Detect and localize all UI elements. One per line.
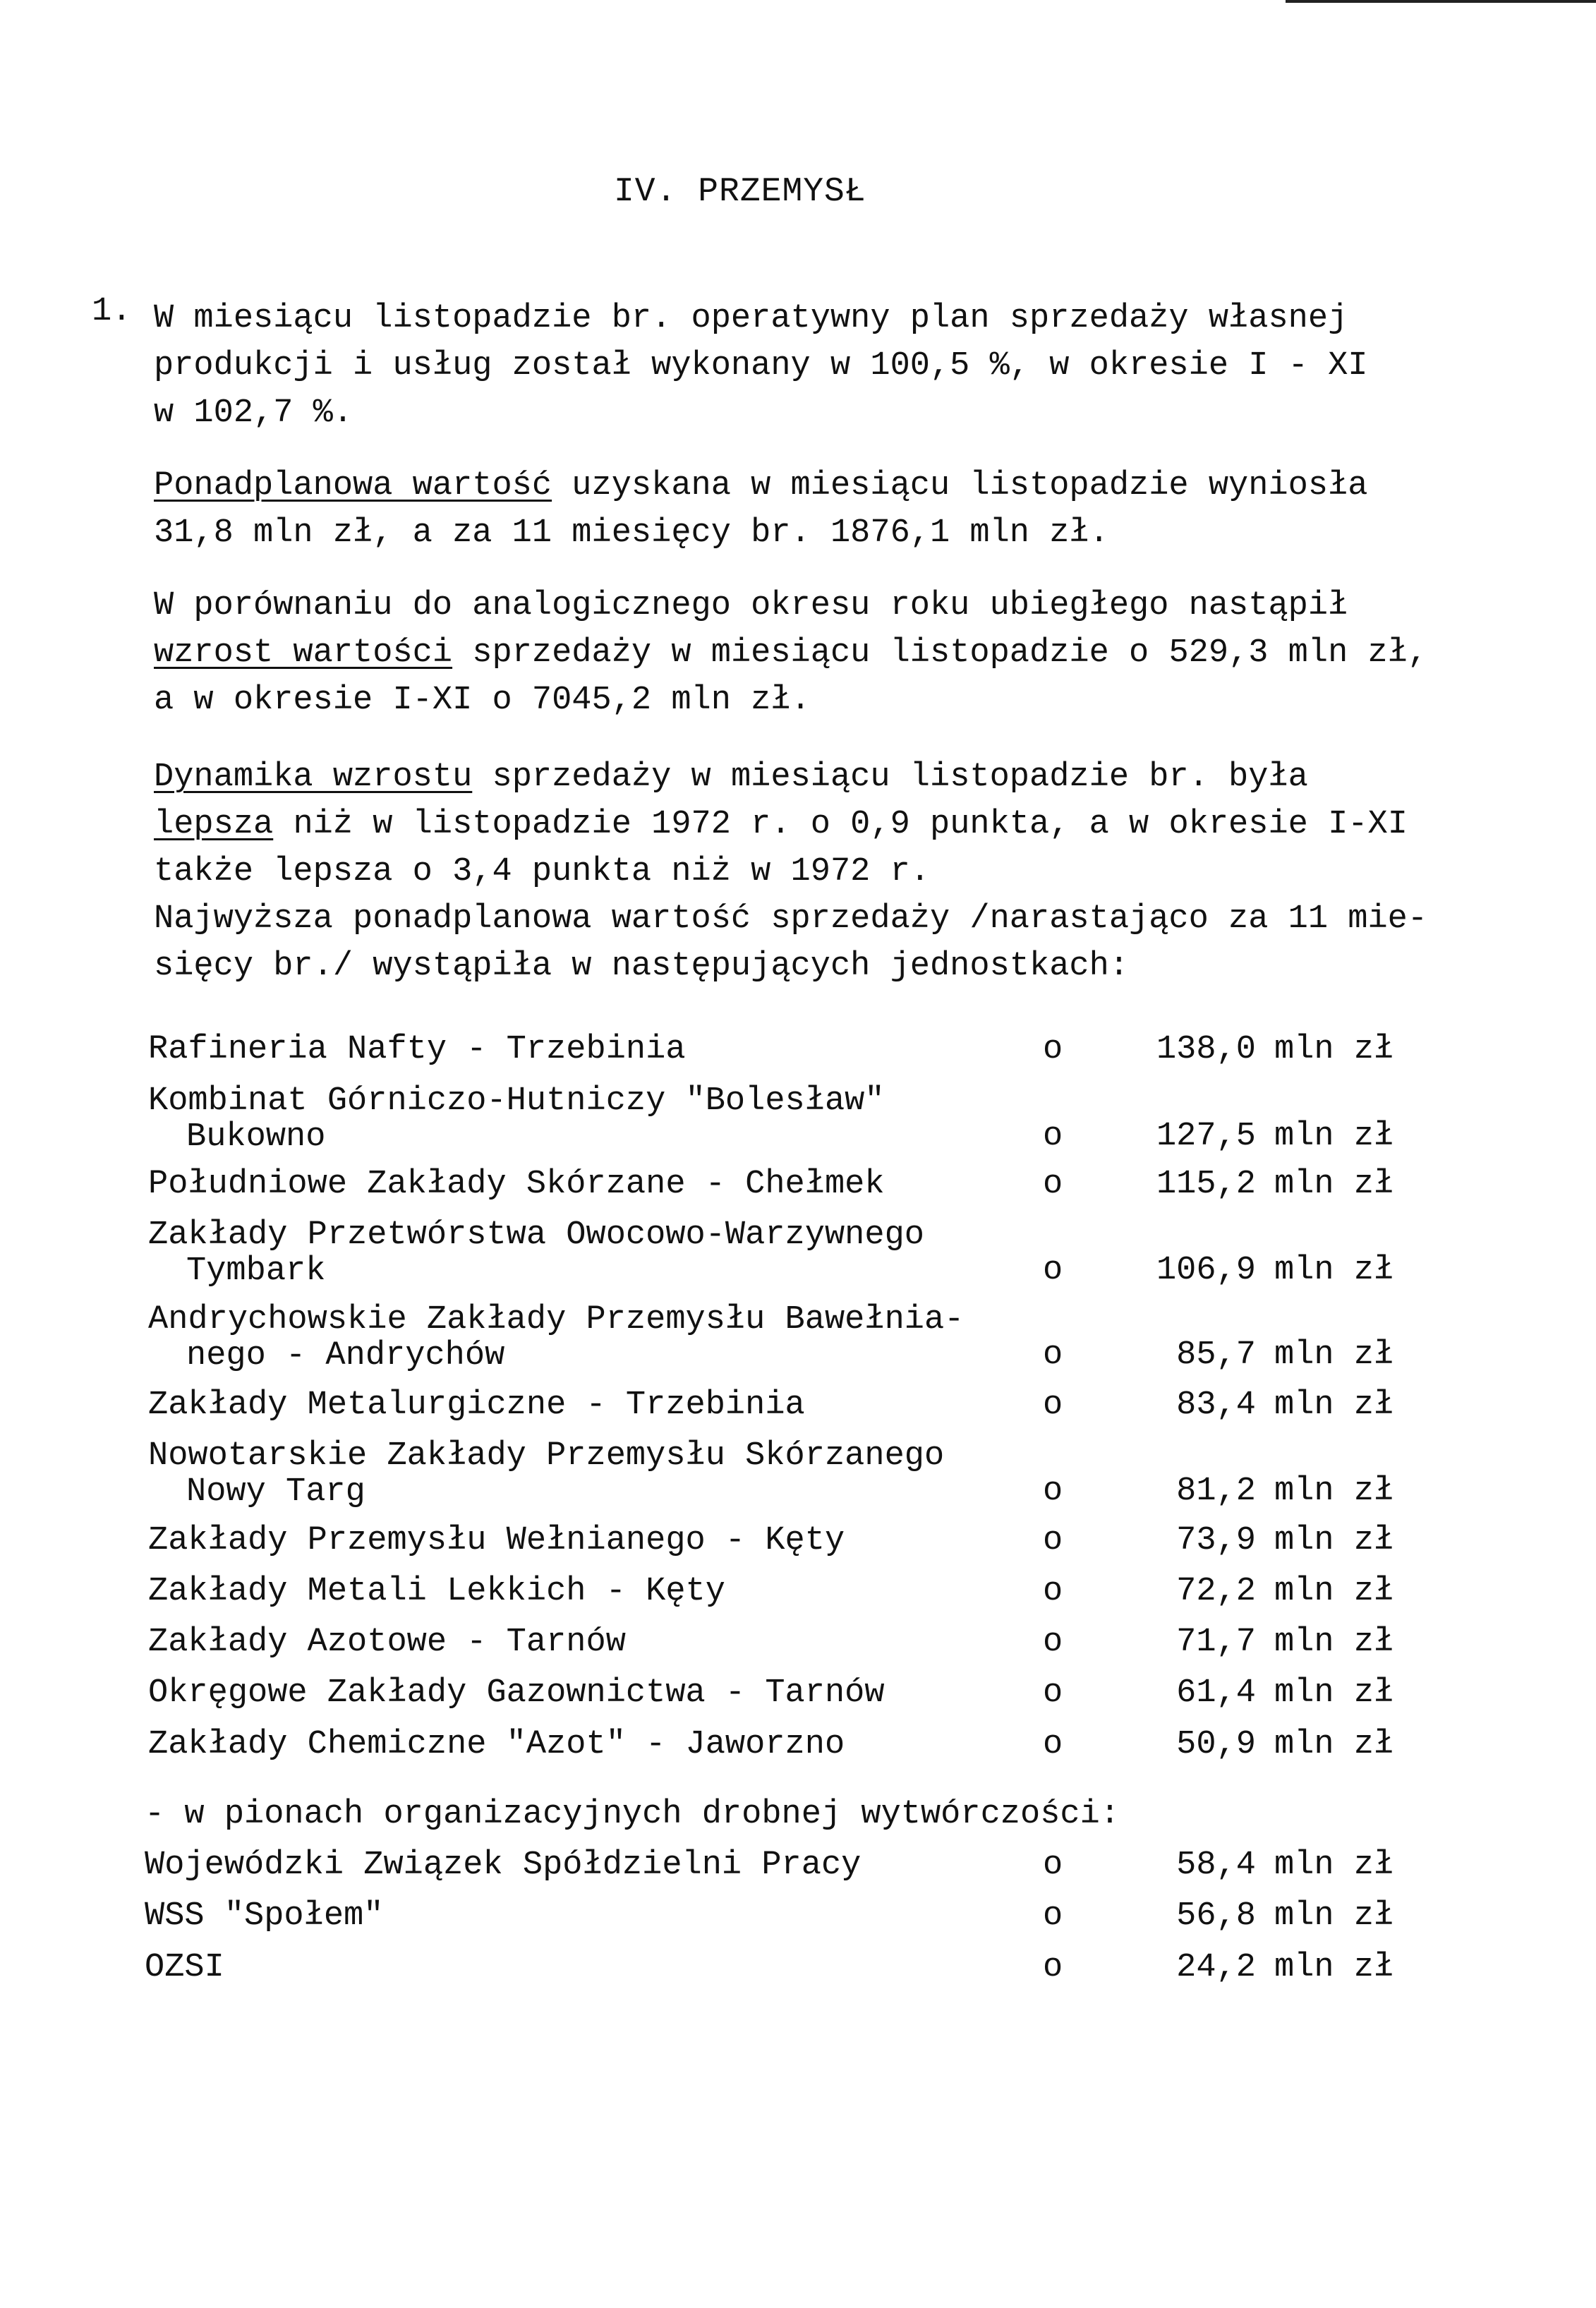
row-value: 56,8	[1176, 1897, 1256, 1935]
paragraph-line: produkcji i usług został wykonany w 100,5 %, w okresie I - XI	[154, 347, 1368, 385]
row-marker: o	[1043, 1674, 1063, 1712]
row-value: 81,2	[1176, 1473, 1256, 1510]
paragraph-growth	[154, 582, 1494, 724]
row-unit: mln zł	[1274, 1674, 1394, 1712]
row-value: 138,0	[1156, 1031, 1256, 1068]
paragraph-line	[154, 754, 1494, 801]
small-production-heading: - w pionach organizacyjnych drobnej wytwórczości:	[145, 1796, 1120, 1833]
row-marker: o	[1043, 1118, 1063, 1155]
paragraph-line: a w okresie I-XI o 7045,2 mln zł.	[154, 682, 811, 719]
underlined-phrase: Dynamika wzrostu	[154, 759, 473, 796]
row-value: 73,9	[1176, 1522, 1256, 1559]
unit-name-line: Andrychowskie Zakłady Przemysłu Bawełnia-	[148, 1301, 965, 1339]
row-marker: o	[1043, 1166, 1063, 1203]
unit-name	[148, 1084, 885, 1154]
paragraph-line: 31,8 mln zł, a za 11 miesięcy br. 1876,1 mln zł.	[154, 514, 1109, 552]
row-value: 85,7	[1176, 1336, 1256, 1374]
unit-name-continuation: nego - Andrychów	[186, 1337, 505, 1374]
paragraph-line: w 102,7 %.	[154, 394, 353, 432]
row-unit: mln zł	[1274, 1031, 1394, 1068]
row-value: 71,7	[1176, 1624, 1256, 1661]
row-marker: o	[1043, 1386, 1063, 1424]
row-unit: mln zł	[1274, 1897, 1394, 1935]
line-text: sprzedaży w miesiącu listopadzie o 529,3 mln zł,	[452, 634, 1428, 672]
paragraph-line: W miesiącu listopadzie br. operatywny plan sprzedaży własnej	[154, 300, 1348, 337]
row-unit: mln zł	[1274, 1847, 1394, 1884]
paragraph-line	[154, 462, 1494, 509]
row-marker: o	[1043, 1949, 1063, 1986]
row-value: 50,9	[1176, 1726, 1256, 1763]
unit-name-continuation: Nowy Targ	[186, 1473, 365, 1511]
row-unit: mln zł	[1274, 1473, 1394, 1510]
row-marker: o	[1043, 1624, 1063, 1661]
unit-name-line: Kombinat Górniczo-Hutniczy "Bolesław"	[148, 1082, 885, 1120]
item-number: 1.	[92, 293, 132, 330]
unit-name	[148, 1386, 805, 1424]
row-marker: o	[1043, 1573, 1063, 1610]
row-value: 61,4	[1176, 1674, 1256, 1712]
row-unit: mln zł	[1274, 1118, 1394, 1155]
row-marker: o	[1043, 1847, 1063, 1884]
unit-name: WSS "Społem"	[145, 1897, 384, 1935]
row-marker: o	[1043, 1336, 1063, 1374]
line-text: sprzedaży w miesiącu listopadzie br. była	[472, 759, 1308, 796]
row-unit: mln zł	[1274, 1386, 1394, 1424]
unit-name-line: Zakłady Przetwórstwa Owocowo-Warzywnego	[148, 1216, 924, 1254]
row-unit: mln zł	[1274, 1166, 1394, 1203]
unit-name	[148, 1168, 885, 1201]
unit-name-line: Rafineria Nafty - Trzebinia	[148, 1031, 686, 1068]
unit-name	[148, 1524, 845, 1557]
row-unit: mln zł	[1274, 1726, 1394, 1763]
unit-name-line: Zakłady Chemiczne "Azot" - Jaworzno	[148, 1726, 845, 1763]
section-title: IV. PRZEMYSŁ	[614, 173, 866, 211]
unit-name: Wojewódzki Związek Spółdzielni Pracy	[145, 1847, 862, 1884]
row-value: 72,2	[1176, 1573, 1256, 1610]
row-unit: mln zł	[1274, 1522, 1394, 1559]
unit-name-line: Zakłady Metali Lekkich - Kęty	[148, 1573, 725, 1610]
underlined-phrase: Ponadplanowa wartość	[154, 467, 552, 505]
row-value: 127,5	[1156, 1118, 1256, 1155]
row-marker: o	[1043, 1726, 1063, 1763]
row-value: 83,4	[1176, 1386, 1256, 1424]
unit-name	[148, 1033, 686, 1066]
unit-name	[148, 1728, 845, 1761]
unit-name: OZSI	[145, 1949, 224, 1986]
line-text: niż w listopadzie 1972 r. o 0,9 punkta, a w okresie I-XI	[273, 806, 1408, 843]
row-unit: mln zł	[1274, 1949, 1394, 1986]
unit-name-line: Południowe Zakłady Skórzane - Chełmek	[148, 1166, 885, 1203]
row-value: 106,9	[1156, 1252, 1256, 1289]
row-value: 115,2	[1156, 1166, 1256, 1203]
row-marker: o	[1043, 1252, 1063, 1289]
underlined-phrase: wzrost wartości	[154, 634, 453, 672]
top-edge-rule	[1286, 0, 1596, 3]
row-unit: mln zł	[1274, 1252, 1394, 1289]
row-marker: o	[1043, 1522, 1063, 1559]
row-unit: mln zł	[1274, 1624, 1394, 1661]
unit-name	[148, 1575, 725, 1608]
unit-name	[148, 1303, 964, 1372]
row-value: 24,2	[1176, 1949, 1256, 1986]
row-value: 58,4	[1176, 1847, 1256, 1884]
row-unit: mln zł	[1274, 1336, 1394, 1374]
paragraph-line	[154, 801, 1494, 848]
unit-name	[148, 1626, 626, 1659]
unit-name	[148, 1216, 924, 1290]
paragraph-line: także lepsza o 3,4 punkta niż w 1972 r.	[154, 853, 930, 890]
row-marker: o	[1043, 1031, 1063, 1068]
unit-name-line: Zakłady Przemysłu Wełnianego - Kęty	[148, 1522, 845, 1559]
paragraph-line	[154, 629, 1494, 677]
line-text: uzyskana w miesiącu listopadzie wyniosła	[552, 467, 1368, 505]
underlined-phrase: lepsza	[154, 806, 274, 843]
row-marker: o	[1043, 1897, 1063, 1935]
row-unit: mln zł	[1274, 1573, 1394, 1610]
unit-name	[148, 1439, 944, 1509]
paragraph-line: W porównaniu do analogicznego okresu roku ubiegłego nastąpił	[154, 587, 1348, 624]
paragraph-surplus-value	[154, 462, 1494, 557]
row-marker: o	[1043, 1473, 1063, 1510]
unit-name	[148, 1676, 885, 1710]
paragraph-line: Najwyższa ponadplanowa wartość sprzedaży /narastająco za 11 mie-	[154, 900, 1428, 938]
unit-name-line: Okręgowe Zakłady Gazownictwa - Tarnów	[148, 1674, 885, 1712]
paragraph-dynamics	[154, 754, 1494, 990]
unit-name-continuation: Tymbark	[186, 1252, 326, 1290]
paragraph-plan-execution	[154, 295, 1494, 437]
unit-name-line: Zakłady Metalurgiczne - Trzebinia	[148, 1386, 805, 1424]
unit-name-continuation: Bukowno	[186, 1118, 326, 1156]
paragraph-line: sięcy br./ wystąpiła w następujących jednostkach:	[154, 948, 1130, 985]
unit-name-line: Zakłady Azotowe - Tarnów	[148, 1624, 626, 1661]
unit-name-line: Nowotarskie Zakłady Przemysłu Skórzanego	[148, 1437, 945, 1475]
